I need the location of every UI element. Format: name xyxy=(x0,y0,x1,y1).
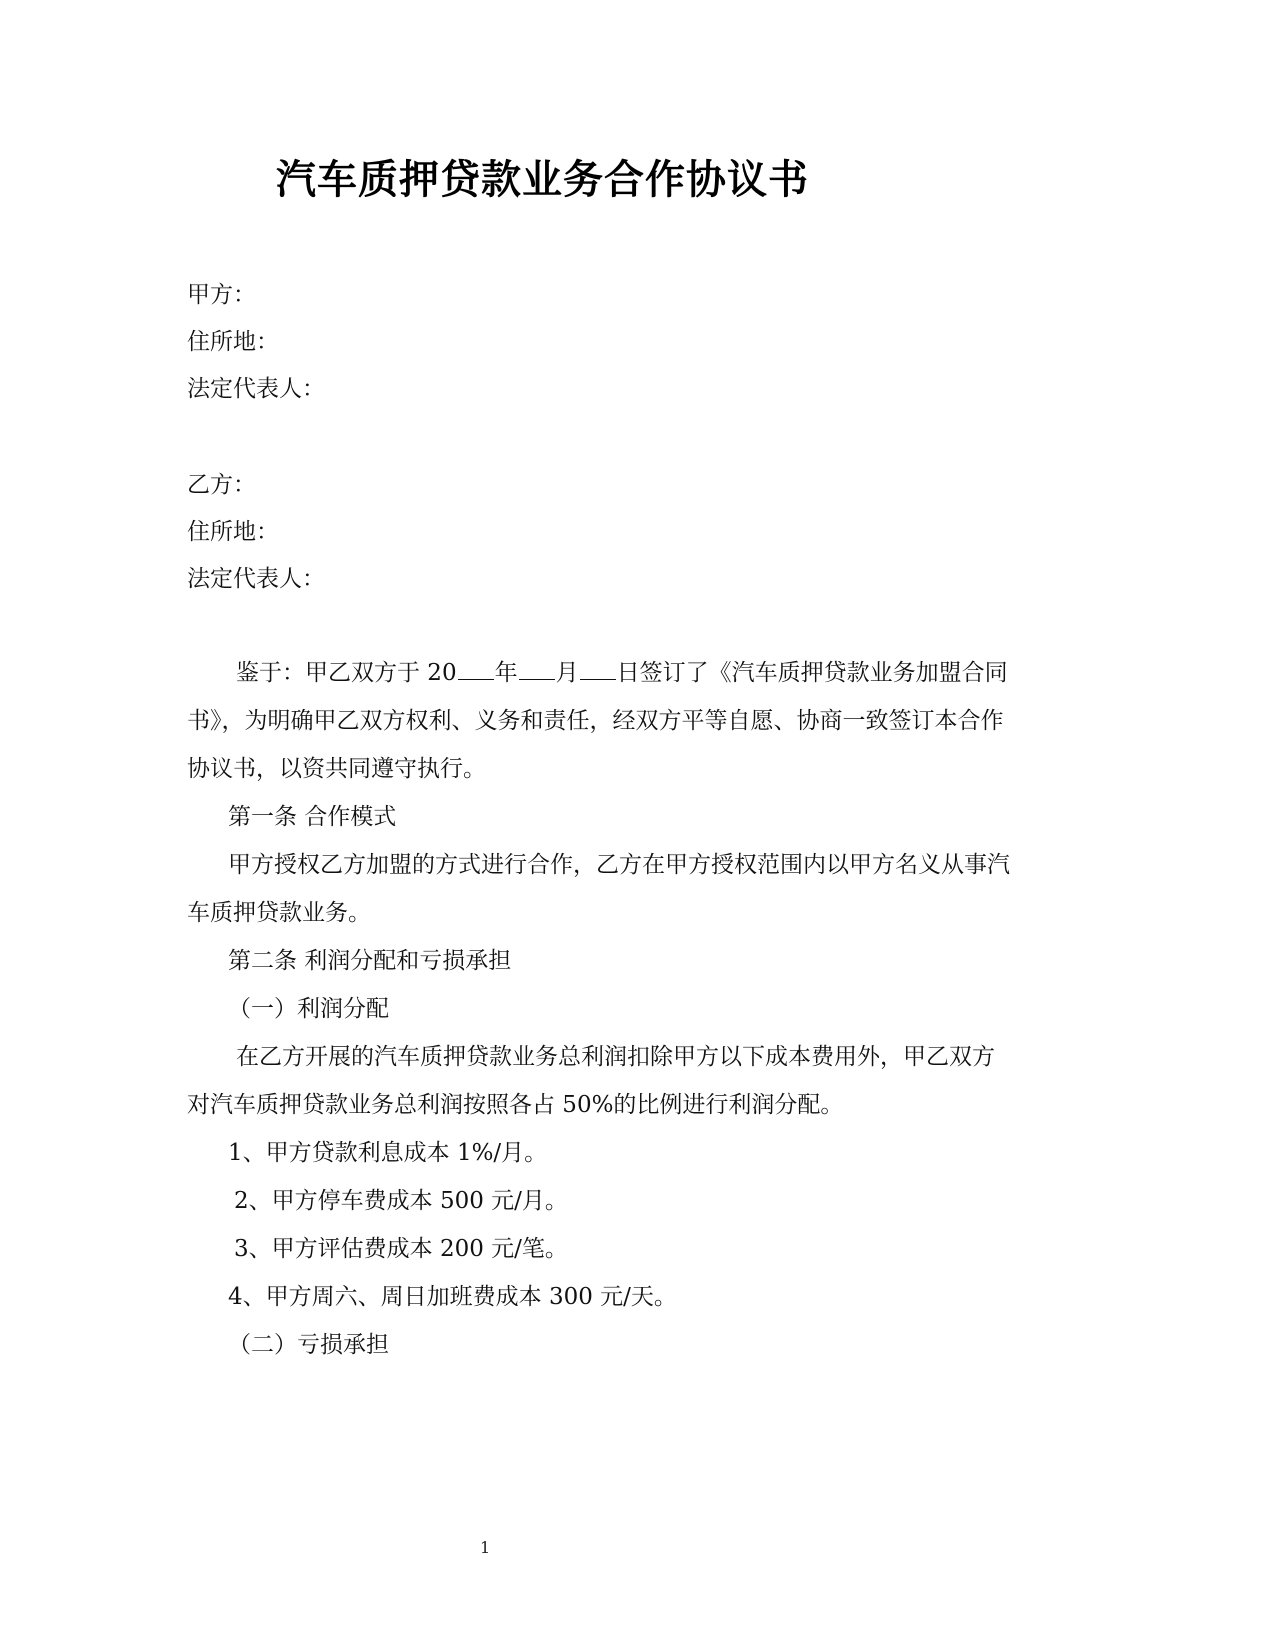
preamble-part1: 鉴于：甲乙双方于 20 xyxy=(236,660,457,686)
party-a-rep-label: 法定代表人： xyxy=(187,376,325,402)
article2-heading: 第二条 利润分配和亏损承担 xyxy=(228,948,512,974)
article1-body-line1: 甲方授权乙方加盟的方式进行合作，乙方在甲方授权范围内以甲方名义从事汽 xyxy=(228,852,1010,878)
cost-item-4: 4、甲方周六、周日加班费成本 300 元/天。 xyxy=(228,1284,677,1310)
day-blank xyxy=(580,659,616,680)
month-blank xyxy=(519,659,555,680)
preamble-line1 xyxy=(236,658,1008,688)
party-b-address-label: 住所地： xyxy=(187,519,279,545)
preamble-part2: 年 xyxy=(494,660,518,686)
article2-body-line1: 在乙方开展的汽车质押贷款业务总利润扣除甲方以下成本费用外，甲乙双方 xyxy=(236,1044,995,1070)
party-b-rep-label: 法定代表人： xyxy=(187,566,325,592)
cost-item-3: 3、甲方评估费成本 200 元/笔。 xyxy=(234,1236,568,1262)
party-a-address-label: 住所地： xyxy=(187,329,279,355)
article2-body-line2: 对汽车质押贷款业务总利润按照各占 50%的比例进行利润分配。 xyxy=(187,1092,844,1118)
party-b-name-label: 乙方： xyxy=(187,472,256,498)
preamble-part3: 月 xyxy=(555,660,579,686)
cost-item-1: 1、甲方贷款利息成本 1%/月。 xyxy=(228,1140,548,1166)
year-blank xyxy=(458,659,494,680)
cost-item-2: 2、甲方停车费成本 500 元/月。 xyxy=(234,1188,568,1214)
party-a-name-label: 甲方： xyxy=(187,282,256,308)
preamble-line2: 书》，为明确甲乙双方权利、义务和责任，经双方平等自愿、协商一致签订本合作 xyxy=(187,708,1004,734)
document-title: 汽车质押贷款业务合作协议书 xyxy=(276,156,809,203)
preamble-part4: 日签订了《汽车质押贷款业务加盟合同 xyxy=(616,660,1008,686)
article1-heading: 第一条 合作模式 xyxy=(228,804,397,830)
article1-body-line2: 车质押贷款业务。 xyxy=(187,900,371,926)
page-number: 1 xyxy=(480,1538,491,1557)
article2-sub1: （一）利润分配 xyxy=(228,996,389,1022)
article2-sub2: （二）亏损承担 xyxy=(228,1332,389,1358)
preamble-line3: 协议书，以资共同遵守执行。 xyxy=(187,756,486,782)
